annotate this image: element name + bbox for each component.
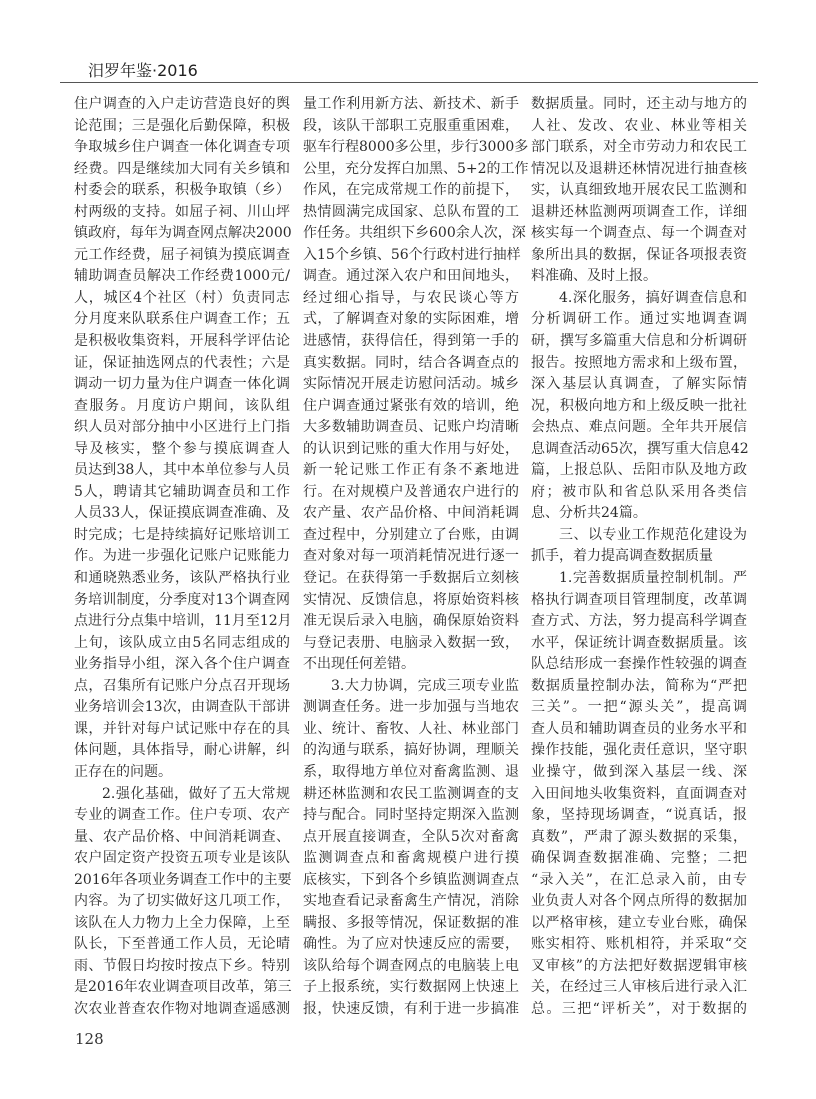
text-line: 队总结形成一套操作性较强的调查 xyxy=(531,656,747,673)
text-line: 准无误后录入电脑，确保原始资料 xyxy=(303,613,519,630)
text-line: 人社、发改、农业、林业等相关 xyxy=(531,117,747,134)
text-line: 报，快速反馈，有利于进一步搞准 xyxy=(303,1000,519,1017)
text-line: 正存在的问题。 xyxy=(74,763,172,780)
text-line: 与登记表册、电脑录入数据一致， xyxy=(303,634,519,651)
text-line: 部门联系，对全市劳动力和农民工 xyxy=(531,139,747,156)
text-line: 1.完善数据质量控制机制。严 xyxy=(559,570,747,587)
text-line: 住户调查的入户走访营造良好的舆 xyxy=(74,96,290,112)
text-line: 账实相符、账机相符，并采取“交 xyxy=(531,936,747,953)
text-line: 三、以专业工作规范化建设为 xyxy=(559,526,747,543)
text-line: 入田间地头收集资料，直面调查对 xyxy=(531,785,747,802)
text-line: 量、农产品价格、中间消耗调查、 xyxy=(74,828,290,845)
text-line: 和通晓熟悉业务，该队严格执行业 xyxy=(74,570,290,587)
text-line: 3.大力协调，完成三项专业监 xyxy=(331,677,519,694)
text-line: 耕还林监测和农民工监测调查的支 xyxy=(303,785,519,802)
text-line: 核实每一个调查点、每一个调查对 xyxy=(531,225,747,242)
text-line: 查人员和辅助调查员的业务水平和 xyxy=(531,720,747,737)
text-line: 点，召集所有记账户分点召开现场 xyxy=(74,677,290,694)
text-column-1 xyxy=(74,94,290,1021)
text-line: 住户调查通过紧张有效的培训，绝 xyxy=(303,397,519,414)
text-line: 系，取得地方单位对畜禽监测、退 xyxy=(303,763,519,780)
text-line: 确性。为了应对快速反应的需要， xyxy=(303,936,519,953)
text-line: 业负责人对各个网点所得的数据加 xyxy=(531,893,747,910)
text-line: 查过程中，分别建立了台账，由调 xyxy=(303,526,519,543)
text-line: 该队在人力物力上全力保障，上至 xyxy=(74,914,290,931)
text-line: 真实数据。同时，结合各调查点的 xyxy=(303,354,519,371)
text-line: 2.强化基础，做好了五大常规 xyxy=(102,785,290,802)
text-column-3 xyxy=(531,94,747,1021)
text-line: 辅助调查员解决工作经费1000元/ xyxy=(74,268,290,285)
text-line: 数据质量。同时，还主动与地方的 xyxy=(531,96,747,112)
text-line: 报告。按照地方需求和上级布置， xyxy=(531,354,747,371)
text-line: 登记。在获得第一手数据后立刻核 xyxy=(303,570,519,587)
text-line: 实际情况开展走访慰问活动。城乡 xyxy=(303,376,519,393)
text-line: 抓手，着力提高调查数据质量 xyxy=(531,548,713,565)
text-line: 入15个乡镇、56个行政村进行抽样 xyxy=(303,246,521,263)
text-line: 水平，保证统计调查数据质量。该 xyxy=(531,634,747,651)
text-line: 2016年各项业务调查工作中的主要 xyxy=(74,871,292,888)
text-line: 不出现任何差错。 xyxy=(303,656,415,673)
text-line: 息、分析共24篇。 xyxy=(531,505,647,522)
text-line: 退耕还林监测两项调查工作，详细 xyxy=(531,203,747,220)
text-line: 确保调查数据准确、完整；二把 xyxy=(531,850,747,867)
text-line: 业务培训会13次，由调查队干部讲 xyxy=(74,699,290,716)
text-line: 争取城乡住户调查一体化调查专项 xyxy=(74,139,290,156)
text-line: 关，在经过三人审核后进行录入汇 xyxy=(531,979,747,996)
text-line: 调动一切力量为住户调查一体化调 xyxy=(74,376,290,393)
text-line: 总。三把“评析关”，对于数据的 xyxy=(531,1000,747,1017)
text-line: 是积极收集资料，开展科学评估论 xyxy=(74,333,290,350)
text-line: 行。在对规模户及普通农户进行的 xyxy=(303,483,519,500)
text-line: 象所出具的数据，保证各项报表资 xyxy=(531,246,747,263)
text-line: 篇，上报总队、岳阳市队及地方政 xyxy=(531,462,747,479)
text-line: 大多数辅助调查员、记账户均清晰 xyxy=(303,419,519,436)
page-number: 128 xyxy=(75,1030,104,1048)
text-line: 分析调研工作。通过实地调查调 xyxy=(531,311,747,328)
text-line: 元工作经费，屈子祠镇为摸底调查 xyxy=(74,246,290,263)
text-line: 时完成；七是持续搞好记账培训工 xyxy=(74,526,290,543)
text-line: 分月度来队联系住户调查工作；五 xyxy=(74,311,290,328)
text-line: 的沟通与联系，搞好协调，理顺关 xyxy=(303,742,519,759)
text-line: 农产量、农产品价格、中间消耗调 xyxy=(303,505,519,522)
text-line: 查方式、方法，努力提高科学调查 xyxy=(531,613,747,630)
text-line: 是2016年农业调查项目改革，第三 xyxy=(74,979,292,996)
text-line: 真数”，严肃了源头数据的采集， xyxy=(531,828,747,845)
text-line: 导及核实，整个参与摸底调查人 xyxy=(74,440,290,457)
text-line: 队长，下至普通工作人员，无论晴 xyxy=(74,936,290,953)
text-line: 府；被市队和省总队采用各类信 xyxy=(531,483,747,500)
header-rule xyxy=(60,82,758,83)
text-line: 进感情，获得信任，得到第一手的 xyxy=(303,333,519,350)
text-line: 点开展直接调查，全队5次对畜禽 xyxy=(303,828,519,845)
text-line: 底核实，下到各个乡镇监测调查点 xyxy=(303,871,519,888)
text-line: 人员33人，保证摸底调查准确、及 xyxy=(74,505,290,522)
text-line: 经费。四是继续加大同有关乡镇和 xyxy=(74,160,290,177)
text-line: 镇政府，每年为调查网点解决2000 xyxy=(74,225,292,242)
text-line: 况，积极向地方和上级反映一批社 xyxy=(531,397,747,414)
text-line: 持与配合。同时坚持定期深入监测 xyxy=(303,807,519,824)
running-header: 汨罗年鉴·2016 xyxy=(88,61,198,80)
text-line: 体问题，具体指导，耐心讲解，纠 xyxy=(74,742,290,759)
text-line: 村两级的支持。如屈子祠、川山坪 xyxy=(74,203,290,220)
text-line: 料准确、及时上报。 xyxy=(531,268,657,285)
text-line: 5人，聘请其它辅助调查员和工作 xyxy=(74,483,290,500)
text-line: 作。为进一步强化记账户记账能力 xyxy=(74,548,290,565)
text-line: 专业的调查工作。住户专项、农产 xyxy=(74,807,290,824)
text-line: 实情况、反馈信息，将原始资料核 xyxy=(303,591,519,608)
text-line: 驱车行程8000多公里，步行3000多 xyxy=(303,139,529,156)
text-line: 子上报系统，实行数据网上快速上 xyxy=(303,979,519,996)
text-line: 以严格审核，建立专业台账，确保 xyxy=(531,914,747,931)
text-line: 查对象对每一项消耗情况进行逐一 xyxy=(303,548,519,565)
text-line: 测调查任务。进一步加强与当地农 xyxy=(303,699,519,716)
text-line: 格执行调查项目管理制度，改革调 xyxy=(531,591,747,608)
text-line: 人，城区4个社区（村）负责同志 xyxy=(74,289,290,306)
text-line: 业、统计、畜牧、人社、林业部门 xyxy=(303,720,519,737)
text-line: 调查。通过深入农户和田间地头， xyxy=(303,268,519,285)
text-line: 经过细心指导，与农民谈心等方 xyxy=(303,289,519,306)
text-line: 实地查看记录畜禽生产情况，消除 xyxy=(303,893,519,910)
text-line: 课，并针对每户试记账中存在的具 xyxy=(74,720,290,737)
text-line: 三关”。一把“源头关”，提高调 xyxy=(531,699,747,716)
text-line: 点进行分点集中培训，11月至12月 xyxy=(74,613,292,630)
text-line: 内容。为了切实做好这几项工作， xyxy=(74,893,290,910)
text-line: 作任务。共组织下乡600余人次，深 xyxy=(303,225,526,242)
text-line: 4.深化服务，搞好调查信息和 xyxy=(559,289,747,306)
text-line: 新一轮记账工作正有条不紊地进 xyxy=(303,462,519,479)
text-line: 员达到38人，其中本单位参与人员 xyxy=(74,462,290,479)
text-line: 式，了解调查对象的实际困难，增 xyxy=(303,311,519,328)
text-line: 该队给每个调查网点的电脑装上电 xyxy=(303,957,519,974)
text-line: 证，保证抽选网点的代表性；六是 xyxy=(74,354,290,371)
text-line: 业操守，做到深入基层一线、深 xyxy=(531,763,747,780)
text-line: 深入基层认真调查，了解实际情 xyxy=(531,376,747,393)
text-line: 作风，在完成常规工作的前提下， xyxy=(303,182,519,199)
text-line: 息调查活动65次，撰写重大信息42 xyxy=(531,440,749,457)
text-line: 实，认真细致地开展农民工监测和 xyxy=(531,182,747,199)
text-line: 村委会的联系，积极争取镇（乡） xyxy=(74,182,290,199)
text-line: 务培训制度，分季度对13个调查网 xyxy=(74,591,290,608)
text-line: 会热点、难点问题。全年共开展信 xyxy=(531,419,747,436)
text-line: 监测调查点和畜禽规模户进行摸 xyxy=(303,850,519,867)
text-line: 公里，充分发挥白加黑、5+2的工作 xyxy=(303,160,529,177)
text-line: 情况以及退耕还林情况进行抽查核 xyxy=(531,160,747,177)
text-line: 叉审核”的方法把好数据逻辑审核 xyxy=(531,957,747,974)
text-line: 量工作利用新方法、新技术、新手 xyxy=(303,96,519,112)
text-line: 的认识到记账的重大作用与好处， xyxy=(303,440,519,457)
text-line: 次农业普查农作物对地调查遥感测 xyxy=(74,1000,290,1017)
text-line: 瞒报、多报等情况，保证数据的准 xyxy=(303,914,519,931)
text-line: 论范围；三是强化后勤保障，积极 xyxy=(74,117,290,134)
text-line: 业务指导小组，深入各个住户调查 xyxy=(74,656,290,673)
text-line: 农户固定资产投资五项专业是该队 xyxy=(74,850,290,867)
text-line: “录入关”，在汇总录入前，由专 xyxy=(531,871,747,888)
text-line: 织人员对部分抽中小区进行上门指 xyxy=(74,419,290,436)
text-line: 热情圆满完成国家、总队布置的工 xyxy=(303,203,519,220)
text-line: 段，该队干部职工克服重重困难， xyxy=(303,117,519,134)
text-line: 数据质量控制办法，简称为“严把 xyxy=(531,677,747,694)
text-line: 研，撰写多篇重大信息和分析调研 xyxy=(531,333,747,350)
text-column-2 xyxy=(303,94,529,1021)
text-line: 操作技能，强化责任意识，坚守职 xyxy=(531,742,747,759)
text-line: 上旬，该队成立由5名同志组成的 xyxy=(74,634,290,651)
text-line: 象，坚持现场调查，“说真话，报 xyxy=(531,807,747,824)
text-line: 查服务。月度访户期间，该队组 xyxy=(74,397,290,414)
text-line: 雨、节假日均按时按点下乡。特别 xyxy=(74,957,290,974)
